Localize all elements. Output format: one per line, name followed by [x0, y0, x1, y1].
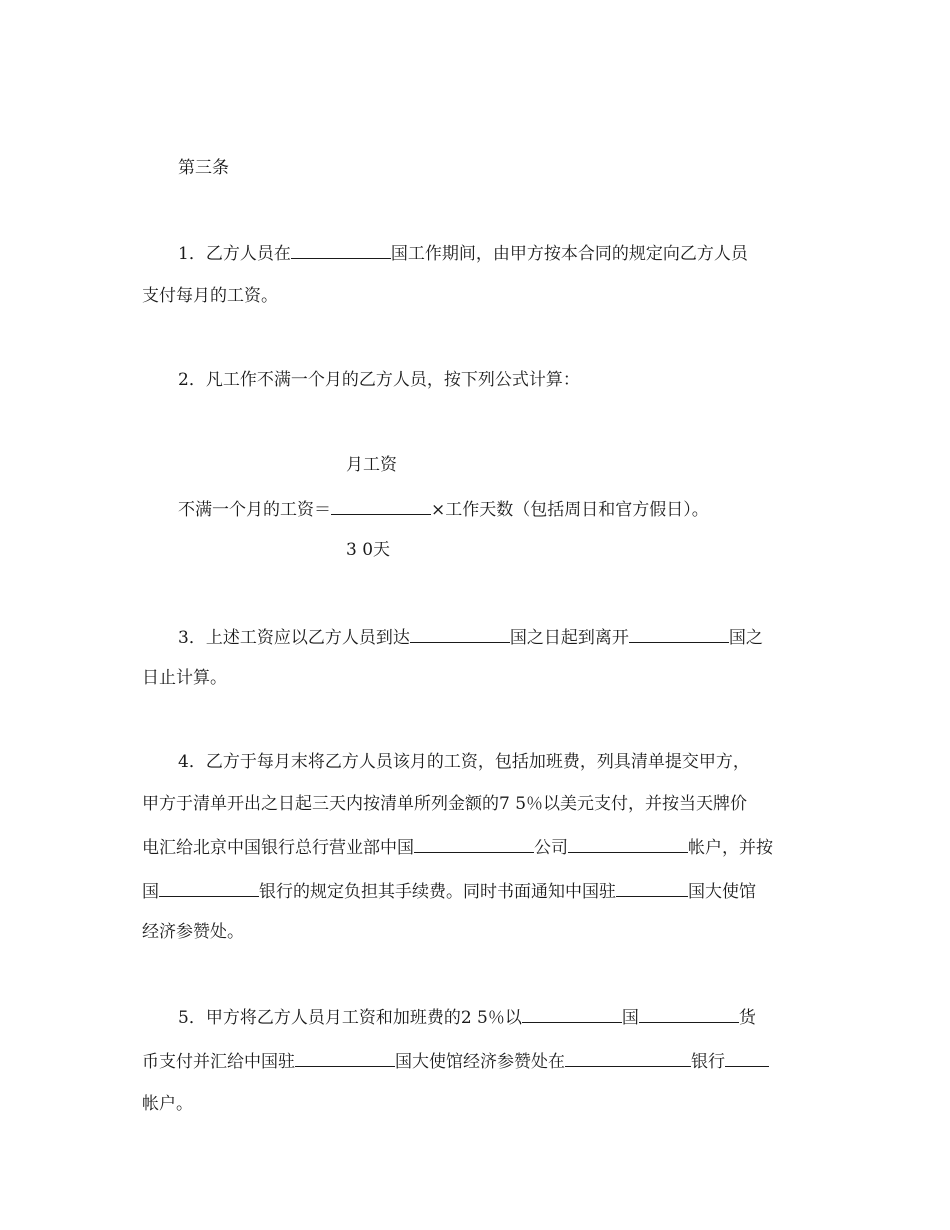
- p5-l1-text-b: 国: [621, 1008, 639, 1028]
- p5-l1-text-a: 5．甲方将乙方人员月工资和加班费的2 5％以: [178, 1008, 522, 1028]
- paragraph-4-line-4: [142, 878, 756, 904]
- p4-l4-text-c: 国大使馆: [688, 882, 756, 902]
- formula-rhs: ×工作天数（包括周日和官方假日）。: [431, 500, 709, 520]
- fill-blank-currency-country: [522, 1004, 622, 1023]
- fill-blank-country: [291, 240, 391, 259]
- p4-l3-text-a: 电汇给北京中国银行总行营业部中国: [142, 838, 414, 858]
- formula-denominator: 3 0天: [346, 540, 391, 560]
- fill-blank-embassy-country: [616, 878, 688, 897]
- fill-blank-company: [414, 834, 534, 853]
- paragraph-4-line-3: [142, 834, 773, 860]
- paragraph-5-line-3: 帐户。: [142, 1094, 193, 1114]
- p4-l4-text-a: 国: [142, 882, 159, 902]
- p5-l2-text-a: 币支付并汇给中国驻: [142, 1052, 295, 1072]
- fill-blank-bank-country: [159, 878, 259, 897]
- paragraph-5-line-2: [142, 1048, 769, 1074]
- formula-lhs: 不满一个月的工资＝: [178, 500, 331, 520]
- p4-l3-text-b: 公司: [534, 838, 568, 858]
- paragraph-4-line-2: 甲方于清单开出之日起三天内按清单所列金额的7 5％以美元支付，并按当天牌价: [142, 794, 748, 814]
- formula-fraction-bar: [331, 496, 431, 515]
- fill-blank-bank-account: [725, 1048, 769, 1067]
- fill-blank-embassy-country-2: [295, 1048, 395, 1067]
- p3-text-b: 国之日起到离开: [509, 628, 629, 648]
- p4-l3-text-c: 帐户，并按: [688, 838, 773, 858]
- p5-l1-text-c: 货: [738, 1008, 756, 1028]
- fill-blank-arrival-country: [410, 624, 510, 643]
- paragraph-1-line-2: 支付每月的工资。: [142, 286, 278, 306]
- p1-text-a: 1．乙方人员在: [178, 244, 291, 264]
- p5-l2-text-b: 国大使馆经济参赞处在: [395, 1052, 565, 1072]
- paragraph-3-line-2: 日止计算。: [142, 668, 227, 688]
- fill-blank-bank-name: [565, 1048, 691, 1067]
- p4-l4-text-b: 银行的规定负担其手续费。同时书面通知中国驻: [259, 882, 616, 902]
- p3-text-a: 3．上述工资应以乙方人员到达: [178, 628, 410, 648]
- p1-text-b: 国工作期间，由甲方按本合同的规定向乙方人员: [390, 244, 748, 264]
- paragraph-5-line-1: [178, 1004, 756, 1030]
- fill-blank-departure-country: [629, 624, 729, 643]
- p5-l2-text-c: 银行: [691, 1052, 725, 1072]
- article-heading: 第三条: [178, 158, 229, 178]
- fill-blank-account: [568, 834, 688, 853]
- paragraph-3-line-1: [178, 624, 763, 650]
- fill-blank-currency: [639, 1004, 739, 1023]
- paragraph-4-line-5: 经济参赞处。: [142, 922, 244, 942]
- paragraph-2: 2．凡工作不满一个月的乙方人员，按下列公式计算：: [178, 370, 580, 390]
- p3-text-c: 国之: [728, 628, 763, 648]
- formula-line: [178, 496, 709, 522]
- paragraph-1-line-1: [178, 240, 748, 266]
- formula-numerator: 月工资: [346, 455, 397, 475]
- paragraph-4-line-1: 4．乙方于每月末将乙方人员该月的工资，包括加班费，列具清单提交甲方，: [178, 752, 750, 772]
